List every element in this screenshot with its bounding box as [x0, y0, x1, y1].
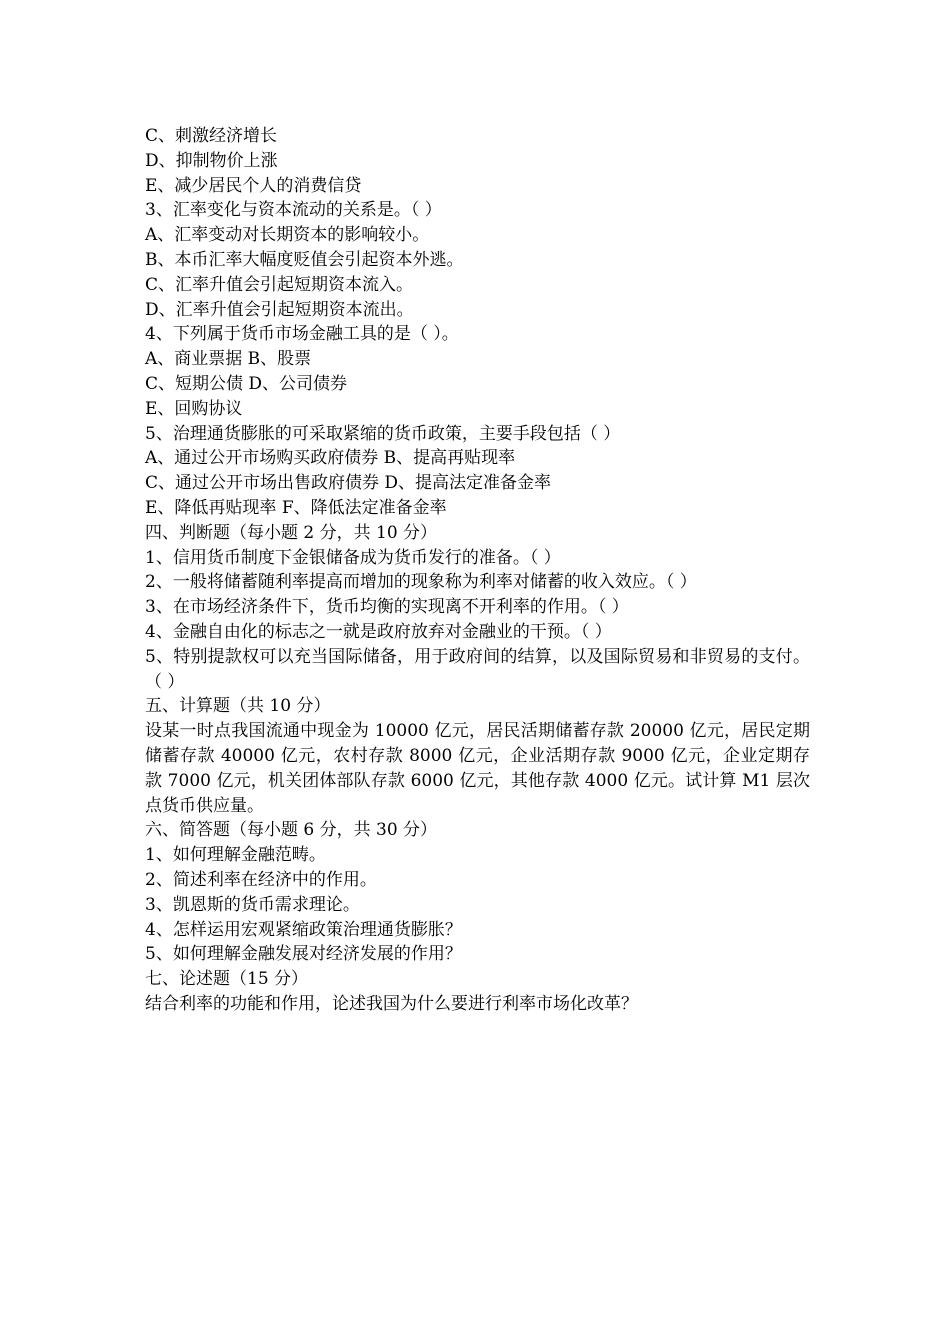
option-d-line: D、抑制物价上涨	[145, 150, 278, 171]
short-answer-1: 1、如何理解金融范畴。	[145, 845, 326, 866]
judgment-5: 5、特别提款权可以充当国际储备，用于政府间的结算，以及国际贸易和非贸易的支付。（ ）	[145, 646, 810, 692]
option-c-line: C、刺激经济增长	[145, 126, 278, 146]
question-3: 3、汇率变化与资本流动的关系是。（ ）	[145, 200, 442, 221]
question-4: 4、下列属于货币市场金融工具的是（ ）。	[145, 324, 459, 345]
section-5-heading: 五、计算题（共 10 分）	[145, 696, 331, 717]
judgment-2: 2、一般将储蓄随利率提高而增加的现象称为利率对储蓄的收入效应。（ ）	[145, 572, 697, 593]
q3-option-b: B、本币汇率大幅度贬值会引起资本外逃。	[145, 249, 464, 270]
q3-option-c: C、汇率升值会引起短期资本流入。	[145, 274, 414, 295]
question-5: 5、治理通货膨胀的可采取紧缩的货币政策，主要手段包括（ ）	[145, 423, 621, 444]
q4-options-cd: C、短期公债 D、公司债券	[145, 373, 348, 394]
calculation-question: 设某一时点我国流通中现金为 10000 亿元，居民活期储蓄存款 20000 亿元，居民定期储蓄存款 40000 亿元，农村存款 8000 亿元，企业活期存款 9000 亿元，企业定期存款 7000 亿元，机关团体部队存款 6000 亿元，其他存款 4000 亿元。试计算 M1 层次点货币供应量。	[145, 721, 810, 816]
judgment-1: 1、信用货币制度下金银储备成为货币发行的准备。（ ）	[145, 547, 561, 568]
q5-options-ef: E、降低再贴现率 F、降低法定准备金率	[145, 497, 447, 518]
essay-question: 结合利率的功能和作用，论述我国为什么要进行利率市场化改革？	[145, 993, 638, 1014]
short-answer-5: 5、如何理解金融发展对经济发展的作用？	[145, 944, 462, 965]
q4-options-ab: A、商业票据 B、股票	[145, 349, 312, 370]
section-6-heading: 六、简答题（每小题 6 分，共 30 分）	[145, 820, 438, 841]
q3-option-a: A、汇率变动对长期资本的影响较小。	[145, 225, 430, 246]
judgment-4: 4、金融自由化的标志之一就是政府放弃对金融业的干预。（ ）	[145, 621, 612, 642]
short-answer-2: 2、简述利率在经济中的作用。	[145, 869, 377, 890]
section-7-heading: 七、论述题（15 分）	[145, 969, 309, 990]
q5-options-cd: C、通过公开市场出售政府债券 D、提高法定准备金率	[145, 473, 552, 494]
option-e-line: E、减少居民个人的消费信贷	[145, 175, 362, 196]
q3-option-d: D、汇率升值会引起短期资本流出。	[145, 299, 414, 320]
document-page	[145, 124, 810, 1017]
short-answer-3: 3、凯恩斯的货币需求理论。	[145, 894, 360, 915]
q4-option-e: E、回购协议	[145, 398, 243, 419]
q5-options-ab: A、通过公开市场购买政府债券 B、提高再贴现率	[145, 448, 516, 469]
section-4-heading: 四、判断题（每小题 2 分，共 10 分）	[145, 522, 438, 543]
judgment-3: 3、在市场经济条件下，货币均衡的实现离不开利率的作用。（ ）	[145, 597, 629, 618]
short-answer-4: 4、怎样运用宏观紧缩政策治理通货膨胀？	[145, 919, 462, 940]
